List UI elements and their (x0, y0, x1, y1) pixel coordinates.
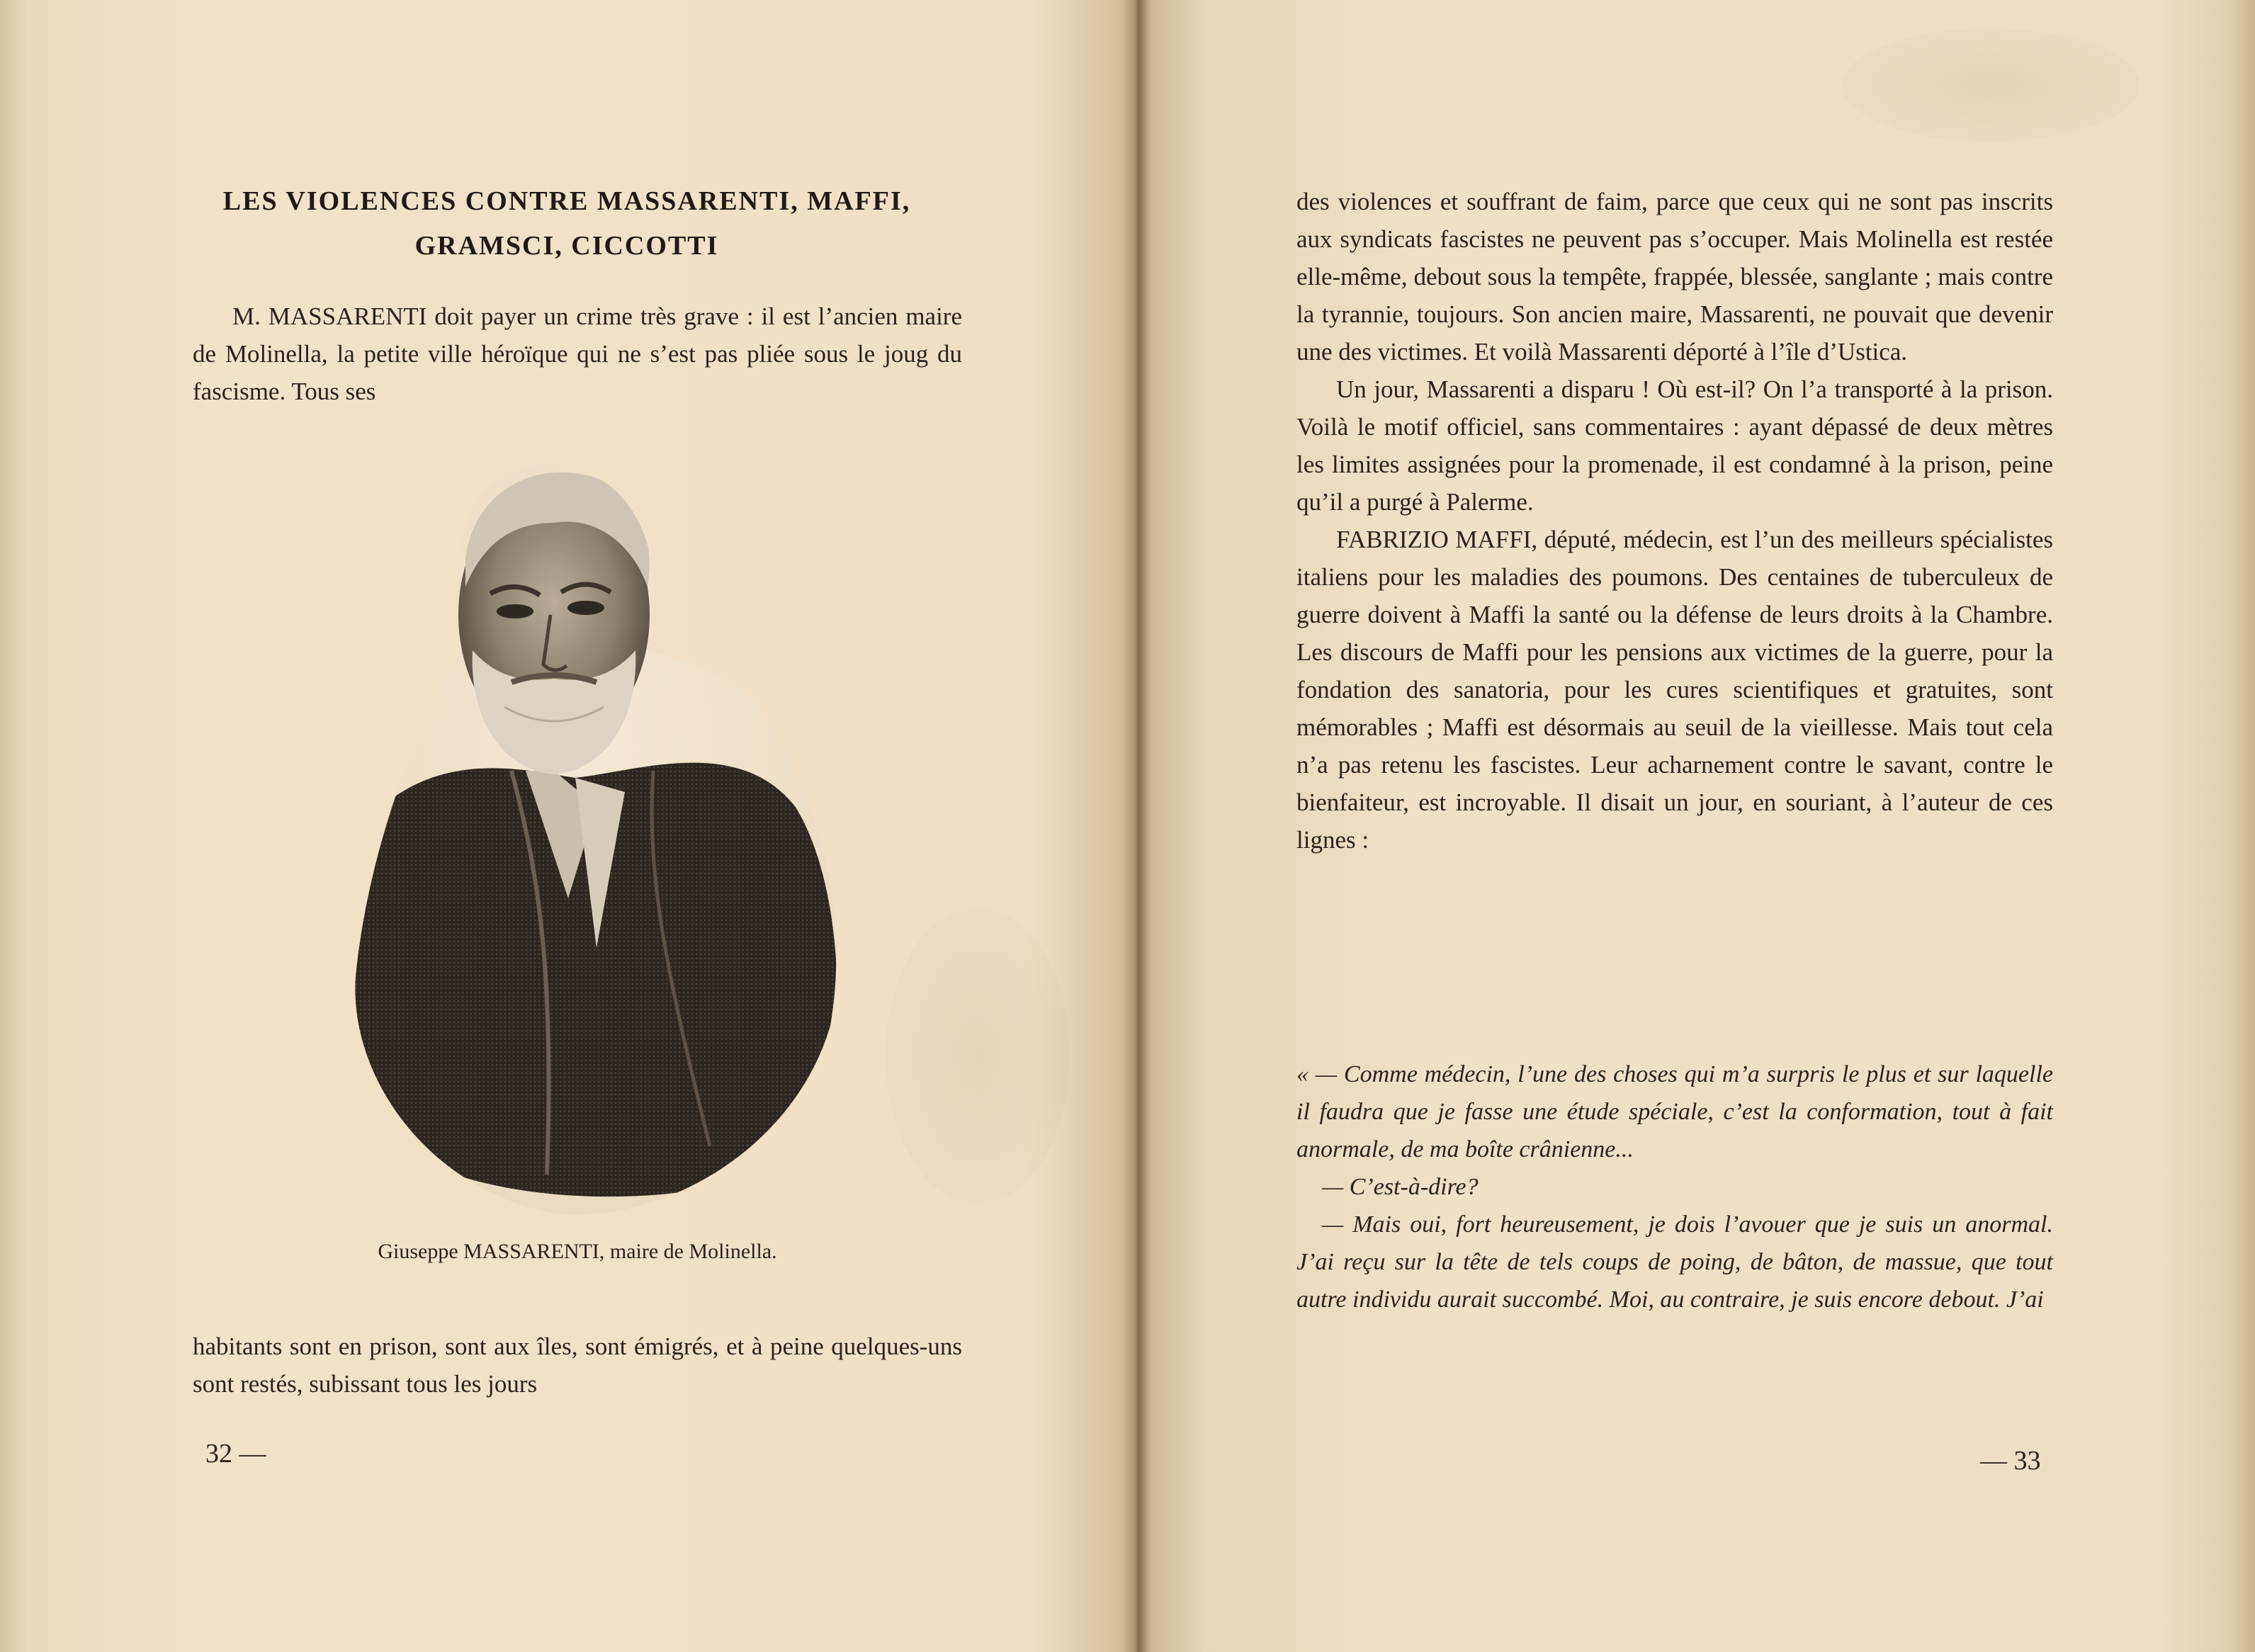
paragraph-text: M. MASSARENTI doit payer un crime très grave : il est l’ancien maire de Molinella, la petite ville héroïque qui ne s’est pas pliée sous le joug du fascisme. Tous ses (193, 302, 962, 405)
photo-caption: Giuseppe MASSARENTI, maire de Molinella. (378, 1240, 777, 1263)
quote-line: — C’est-à-dire? (1322, 1174, 1479, 1200)
paragraph-disappeared: Un jour, Massarenti a disparu ! Où est-il? On l’a transporté à la prison. Voilà le motif officiel, sans commentaires : ayant dépassé de deux mètres les limites assignées pour la promenade, il est condamné à la prison, peine qu’il a purgé à Palerme. (1296, 375, 2053, 516)
paragraph-massarenti (193, 298, 962, 410)
quote-line: « — Comme médecin, l’une des choses qui m’a surpris le plus et sur laquelle il faudra que je fasse une étude spéciale, c’est la conformation, tout à fait anormale, de ma boîte crânienne... (1296, 1061, 2053, 1162)
chapter-heading-line2: GRAMSCI, CICCOTTI (414, 231, 719, 261)
paragraph-continued: des violences et souffrant de faim, parce que ceux qui ne sont pas inscrits aux syndicats fascistes ne peuvent pas s’occuper. Mais Molinella est restée elle-même, debout sous la tempête, frappée, blessée, sanglante ; mais contre la tyrannie, toujours. Son ancien maire, Massarenti, ne pouvait que devenir une des victimes. Et voilà Massarenti déporté à l’île d’Ustica. (1296, 188, 2053, 366)
paragraph-bottom-left (193, 1328, 962, 1403)
portrait-photo (341, 438, 849, 1216)
chapter-heading-line1: LES VIOLENCES CONTRE MASSARENTI, MAFFI, (222, 186, 911, 216)
maffi-quote (1296, 1056, 2053, 1318)
page-number-right: — 33 (1980, 1446, 2041, 1476)
paragraph-maffi: FABRIZIO MAFFI, député, médecin, est l’un des meilleurs spécialistes italiens pour les maladies des poumons. Des centaines de tuberculeux de guerre doivent à Maffi la santé ou la défense de leurs droits à la Chambre. Les discours de Maffi pour les pensions aux victimes de la guerre, pour la fondation des sanatoria, pour les cures scientifiques et gratuites, sont mémorables ; Maffi est désormais au seuil de la vieillesse. Mais tout cela n’a pas retenu les fascistes. Leur acharnement contre le savant, contre le bienfaiteur, est incroyable. Il disait un jour, en souriant, à l’auteur de ces lignes : (1296, 526, 2053, 854)
page-number-left: 32 — (205, 1439, 266, 1469)
quote-line: — Mais oui, fort heureusement, je dois l’avouer que je suis un anormal. J’ai reçu sur la tête de tels coups de poing, de bâton, de massue, que tout autre individu aurait succombé. Moi, au contraire, je suis encore debout. J’ai (1296, 1211, 2053, 1313)
paragraph-text: habitants sont en prison, sont aux îles, sont émigrés, et à peine quelques-uns sont restés, subissant tous les jours (193, 1333, 962, 1398)
right-page-body (1296, 183, 2053, 859)
